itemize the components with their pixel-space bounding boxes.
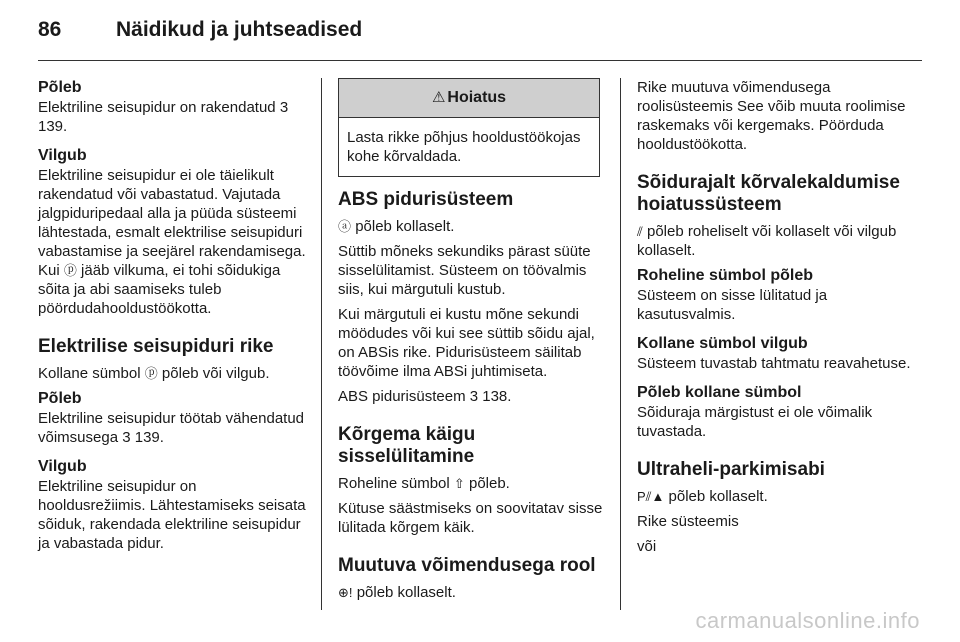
lane-departure-icon: ⫽: [637, 224, 643, 239]
ref-arrow-icon: 3: [122, 429, 131, 446]
text: põleb roheliselt või kollaselt või vilgub kollaselt.: [637, 223, 897, 259]
block-on: [38, 78, 308, 136]
heading-lane-departure: Sõidurajalt kõrvalekaldumise hoiatussüsteem: [637, 172, 900, 215]
text: põleb või vilgub.: [161, 365, 270, 382]
paragraph: [338, 583, 606, 602]
page-title: Näidikud ja juhtseadised: [116, 18, 363, 41]
paragraph: Rike muutuva võimendusega roolisüsteemis See võib muuta roolimise raskemaks või kergemaks. Pöörduda hooldustöökotta.: [637, 79, 906, 153]
warning-header: [339, 79, 599, 118]
subheading-flashing-2: Vilgub: [38, 458, 87, 475]
ref-arrow-icon: 3: [279, 99, 289, 116]
text: Elektriline seisupidur ei ole täielikult rakendatud või vabastatud. Vajutada jalgpiduripedaal alla ja püüda süsteemi lähtestada, esmalt elektrilise seisupiduri vabastamise ja seejärel rakendamisega. Kui: [38, 167, 306, 279]
paragraph: [38, 166, 308, 318]
block-flashing-2: [38, 457, 308, 553]
watermark: carmanualsonline.info: [695, 608, 920, 633]
paragraph: [338, 474, 606, 493]
block-green: [637, 266, 922, 324]
text: Kollane sümbol: [38, 365, 141, 382]
warning-triangle-icon: ⚠: [431, 89, 446, 106]
parking-brake-fault-icon: ⓟ: [144, 366, 158, 381]
upshift-icon: ⇧: [453, 476, 465, 491]
heading-epb-fault: Elektrilise seisupiduri rike: [38, 336, 274, 357]
column-divider-1: [321, 78, 322, 610]
block-yellow-flashing: [637, 334, 922, 373]
park-assist-icon: P⫽▲: [637, 489, 665, 504]
paragraph: [338, 387, 606, 406]
text: Roheline sümbol: [338, 475, 450, 492]
warning-text: Lasta rikke põhjus hooldustöökojas kohe kõrvaldada.: [347, 129, 581, 165]
parking-brake-icon: ⓟ: [63, 263, 77, 278]
warning-title: Hoiatus: [447, 89, 507, 106]
subheading-on-2: Põleb: [38, 390, 82, 407]
text: põleb kollaselt.: [355, 218, 455, 235]
page-reference-link[interactable]: 138.: [482, 388, 512, 405]
heading-abs: ABS pidurisüsteem: [338, 189, 514, 210]
block-flashing: [38, 146, 308, 318]
subheading-flashing: Vilgub: [38, 147, 87, 164]
paragraph: [38, 98, 308, 136]
text: põleb kollaselt.: [356, 584, 456, 601]
paragraph: Sõiduraja märgistust ei ole võimalik tuvastada.: [637, 404, 873, 440]
steering-warning-icon: ⊕!: [338, 585, 353, 600]
block-yellow-on: [637, 383, 922, 441]
paragraph: Kui märgutuli ei kustu mõne sekundi möödudes või kui see süttib sõidu ajal, on ABSis rike. Pidurisüsteem säilitab töövõime ilma ABSi juhtimiseta.: [338, 306, 595, 380]
paragraph: [637, 487, 922, 506]
column-2: [338, 78, 606, 608]
heading-steering: Muutuva võimendusega rool: [338, 555, 596, 576]
paragraph: Süsteem on sisse lülitatud ja kasutusvalmis.: [637, 287, 828, 323]
paragraph: Süsteem tuvastab tahtmatu reavahetuse.: [637, 355, 911, 372]
paragraph: Kütuse säästmiseks on soovitatav sisse lülitada kõrgem käik.: [338, 500, 603, 536]
block-on-2: [38, 389, 308, 447]
paragraph: Elektriline seisupidur on hooldusrežiimis. Lähtestamiseks seisata sõiduk, rakendada elektriline seisupidur ja vabastada pidur.: [38, 478, 306, 552]
text: jääb vilkuma, ei tohi sõidukiga sõita ja abi saamiseks tuleb pöördudahooldustöökotta.: [38, 262, 281, 317]
subheading-yellow-on: Põleb kollane sümbol: [637, 384, 802, 401]
paragraph: Rike süsteemis: [637, 513, 739, 530]
paragraph: [38, 409, 308, 447]
paragraph: Süttib mõneks sekundiks pärast süüte sisselülitamist. Süsteem on töövalmis siis, kui märgutuli kustub.: [338, 243, 591, 298]
subheading-green: Roheline sümbol põleb: [637, 267, 814, 284]
paragraph: või: [637, 538, 657, 555]
column-3: [637, 78, 922, 562]
page-reference-link[interactable]: 139.: [134, 429, 164, 446]
text: põleb.: [468, 475, 510, 492]
paragraph: [338, 217, 606, 236]
ref-arrow-icon: 3: [469, 388, 479, 405]
column-1: [38, 78, 308, 563]
paragraph: [38, 364, 308, 383]
subheading-on: Põleb: [38, 79, 82, 96]
column-divider-2: [620, 78, 621, 610]
page-number: 86: [38, 18, 62, 41]
header-rule: [38, 60, 922, 61]
text: põleb kollaselt.: [668, 488, 768, 505]
warning-box: [338, 78, 600, 177]
heading-upshift: Kõrgema käigu sisselülitamine: [338, 424, 476, 467]
page-reference-link[interactable]: 139.: [38, 118, 68, 135]
abs-icon: ⓐ: [338, 219, 352, 234]
paragraph: [637, 222, 922, 260]
subheading-yellow-flashing: Kollane sümbol vilgub: [637, 335, 808, 352]
heading-park-assist: Ultraheli-parkimisabi: [637, 459, 825, 480]
text: ABS pidurisüsteem: [338, 388, 466, 405]
text: Elektriline seisupidur on rakendatud: [38, 99, 276, 116]
text: Elektriline seisupidur töötab vähendatud võimsusega: [38, 410, 305, 446]
page-header: [38, 18, 362, 42]
